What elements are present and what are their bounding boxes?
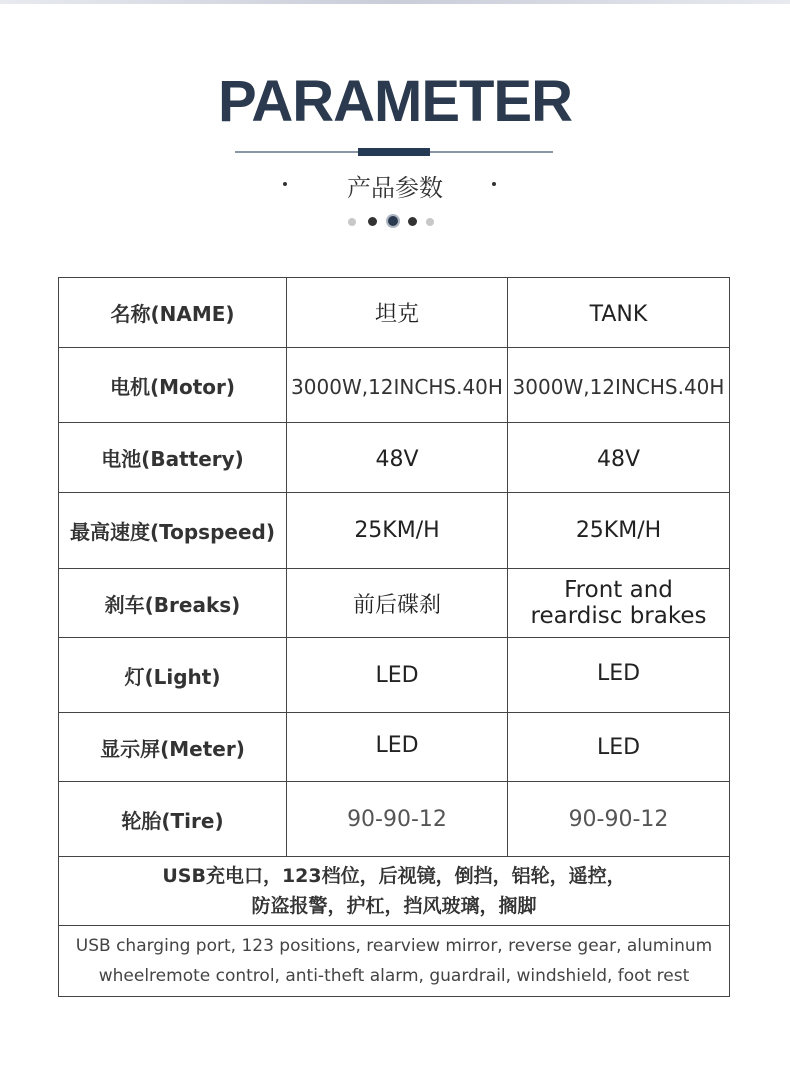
param-value-cn-light: LED [375, 662, 419, 688]
features-cn-line-1: USB充电口，123档位，后视镜，倒挡，铝轮，遥控， [162, 865, 626, 887]
param-value-en-light: LED [596, 660, 641, 686]
param-label-motor: 电机(Motor) [109, 374, 236, 399]
parameter-table [58, 277, 730, 997]
param-value-en-motor: 3000W,12INCHS.40H [512, 375, 725, 399]
param-label-battery: 电池(Battery) [101, 447, 244, 471]
features-cn [59, 857, 729, 925]
indicator-dot [408, 217, 417, 226]
param-value-cn-tire: 90-90-12 [347, 806, 447, 832]
indicator-dot [368, 217, 377, 226]
indicator-dot [348, 218, 356, 226]
param-value-cn-name: 坦克 [374, 302, 419, 327]
param-value-en-battery: 48V [596, 447, 641, 472]
indicator-dot-active [386, 214, 400, 228]
param-value-en-name: TANK [589, 301, 648, 327]
title-divider-accent [358, 148, 430, 156]
param-value-cn-topspeed: 25KM/H [354, 518, 440, 543]
subtitle-bullet-right [492, 182, 496, 186]
param-label-breaks: 刹车(Breaks) [104, 592, 241, 617]
features-en [59, 926, 729, 996]
param-value-en-tire: 90-90-12 [568, 806, 669, 832]
indicator-dot [426, 218, 434, 226]
page-indicator [0, 212, 790, 232]
param-label-topspeed: 最高速度(Topspeed) [70, 520, 275, 544]
breaks-en-line-1: Front and [564, 577, 673, 603]
page-subtitle: 产品参数 [347, 174, 443, 202]
page-title: PARAMETER [217, 69, 573, 134]
param-label-light: 灯(Light) [124, 664, 221, 689]
features-en-line-2: wheelremote control, anti-theft alarm, guardrail, windshield, foot rest [98, 966, 690, 986]
param-label-name: 名称(NAME) [110, 302, 235, 326]
param-value-cn-breaks: 前后碟刹 [352, 592, 441, 618]
features-cn-line-2: 防盗报警，护杠，挡风玻璃，搁脚 [251, 895, 537, 917]
features-en-line-1: USB charging port, 123 positions, rearview mirror, reverse gear, aluminum [75, 936, 713, 956]
param-value-cn-motor: 3000W,12INCHS.40H [291, 375, 503, 399]
param-value-cn-battery: 48V [375, 447, 419, 472]
param-value-en-breaks [508, 569, 729, 637]
top-decoration-bar [0, 0, 790, 4]
param-label-meter: 显示屏(Meter) [100, 736, 245, 761]
param-label-tire: 轮胎(Tire) [121, 808, 224, 833]
param-value-en-meter: LED [596, 734, 641, 760]
breaks-en-line-2: reardisc brakes [530, 603, 707, 629]
param-value-cn-meter: LED [375, 732, 419, 758]
param-value-en-topspeed: 25KM/H [575, 518, 662, 543]
